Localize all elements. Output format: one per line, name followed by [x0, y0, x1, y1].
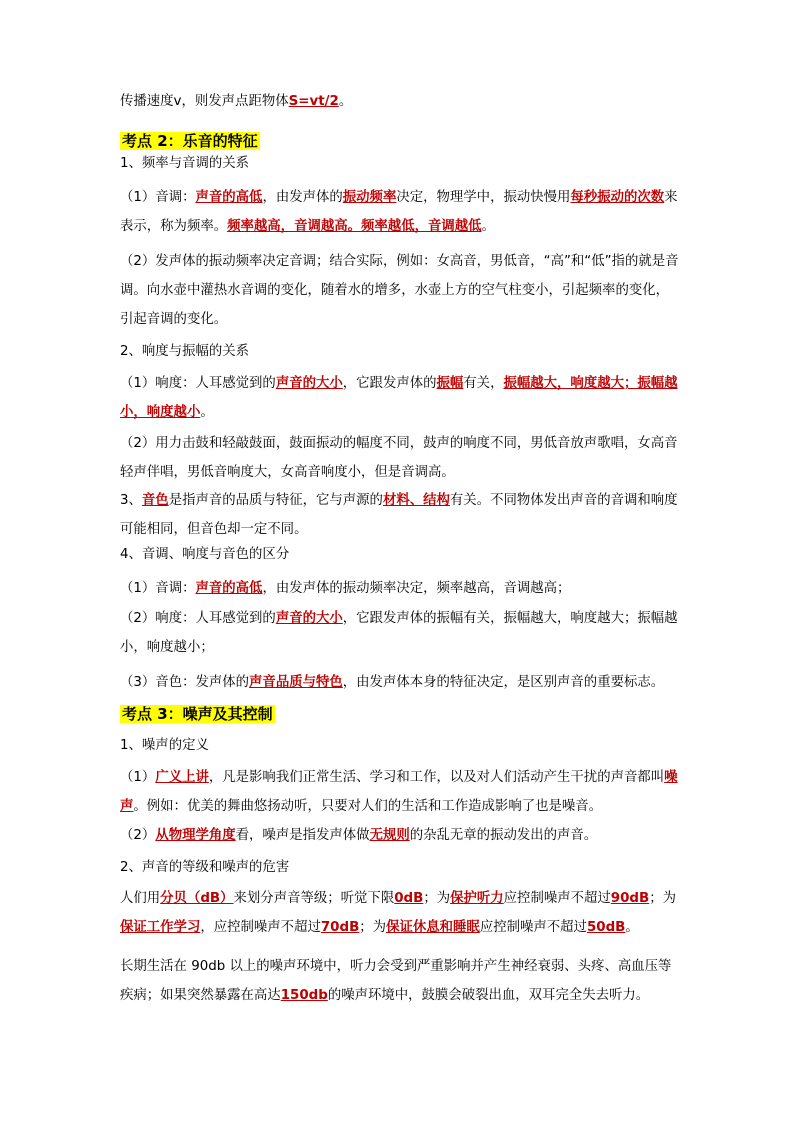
body-text: （2）响度：人耳感觉到的	[120, 611, 276, 626]
body-text: （1）音调：	[120, 581, 196, 596]
paragraph-pitch-definition	[120, 183, 680, 241]
paragraph-distinction-pitch	[120, 574, 680, 603]
body-text: （2）用力击鼓和轻敲鼓面，鼓面振动的幅度不同，鼓声的响度不同，男低音放声歌唱，女高音轻声伴唱，男低音响度大，女高音响度小，但是音调高。	[120, 436, 678, 480]
body-text: 的杂乱无章的振动发出的声音。	[409, 828, 598, 843]
body-text: 应控制噪声不超过	[503, 891, 611, 906]
body-text: （1）音调：	[120, 190, 196, 205]
emphasis-text: S=vt/2	[288, 94, 339, 109]
emphasis-text: 保证休息和睡眠	[386, 920, 480, 935]
emphasis-text: 150db	[280, 988, 328, 1003]
emphasis-text: 70dB	[320, 920, 360, 935]
body-text: 人们用	[120, 891, 161, 906]
emphasis-text: 振动频率	[342, 190, 397, 205]
subheading-loudness-amplitude	[120, 341, 680, 363]
body-text: ，由发声体的	[262, 190, 343, 205]
body-text: ，凡是影响我们正常生活、学习和工作，以及对人们活动产生干扰的声音都叫	[208, 770, 665, 785]
paragraph-pitch-examples	[120, 247, 680, 334]
emphasis-text: 90dB	[610, 891, 650, 906]
emphasis-text: 音色	[141, 493, 169, 508]
body-text: 来表示，称为频率。	[120, 190, 678, 234]
emphasis-text: 频率越高，音调越高。频率越低，音调越低	[227, 219, 482, 234]
body-text: 有关，	[463, 376, 504, 391]
emphasis-text: 保护听力	[450, 891, 504, 906]
body-text: （3）音色：发声体的	[120, 675, 250, 690]
body-text: ，由发声体的振动频率决定，频率越高，音调越高；	[262, 581, 571, 596]
emphasis-text: 声音的高低	[195, 190, 263, 205]
body-text: 有关。不同物体发出声音的音调和响度可能相同，但音色却一定不同。	[120, 493, 678, 537]
emphasis-text: 保证工作学习	[120, 920, 201, 935]
body-text: 传播速度v，则发声点距物体	[120, 94, 289, 109]
emphasis-text: 声音的大小	[275, 611, 343, 626]
body-text: 。	[338, 94, 353, 109]
paragraph-timbre	[120, 486, 680, 544]
emphasis-text: 0dB	[394, 891, 424, 906]
body-text: 应控制噪声不超过	[479, 920, 587, 935]
body-text: 3、	[120, 493, 142, 508]
body-text: 。	[481, 219, 495, 234]
body-text: ；为	[649, 891, 677, 906]
body-text: ；为	[423, 891, 451, 906]
subheading-sound-levels	[120, 857, 680, 879]
emphasis-text: 声音的高低	[195, 581, 263, 596]
body-text: 的噪声环境中，鼓膜会破裂出血，双耳完全失去听力。	[327, 988, 650, 1003]
body-text: 长期生活在 90db 以上的噪声环境中，听力会受到严重影响并产生神经衰弱、头疼、高血压等疾病；如果突然暴露在高达	[120, 959, 672, 1003]
body-text: 。	[200, 405, 214, 420]
body-text: ，由发声体本身的特征决定，是区别声音的重要标志。	[342, 675, 665, 690]
subheading-distinction	[120, 544, 680, 566]
subheading-frequency-pitch	[120, 153, 680, 175]
paragraph-noise-physics	[120, 821, 680, 850]
body-text: ，应控制噪声不超过	[200, 920, 321, 935]
body-text: ；为	[359, 920, 387, 935]
body-text: （2）发声体的振动频率决定音调；结合实际，例如：女高音，男低音，“高”和“低”指的就是音调。向水壶中灌热水音调的变化，随着水的增多，水壶上方的空气柱变小，引起频率的变化，引起音调的变化。	[120, 254, 679, 327]
paragraph-propagation	[120, 91, 680, 113]
subheading-noise-definition	[120, 735, 680, 757]
body-text: 。例如：优美的舞曲悠扬动听，只要对人们的生活和工作造成影响了也是噪音。	[133, 799, 603, 814]
section-heading-2	[120, 131, 260, 151]
body-text: （1）响度：人耳感觉到的	[120, 376, 276, 391]
paragraph-distinction-loudness	[120, 604, 680, 662]
body-text: （2）	[120, 828, 156, 843]
paragraph-noise-hazards	[120, 952, 680, 1010]
body-text: 是指声音的品质与特征，它与声源的	[168, 493, 383, 508]
emphasis-text: 声音的大小	[275, 376, 343, 391]
emphasis-text: 广义上讲	[155, 770, 209, 785]
body-text: 2、响度与振幅的关系	[120, 344, 250, 359]
body-text: 1、频率与音调的关系	[120, 156, 250, 171]
body-text: 看，噪声是指发声体做	[235, 828, 370, 843]
emphasis-text: 材料、结构	[382, 493, 450, 508]
heading-highlight	[120, 705, 275, 723]
paragraph-loudness-definition	[120, 369, 680, 427]
body-text: ，它跟发声体的	[342, 376, 437, 391]
body-text: 4、音调、响度与音色的区分	[120, 547, 290, 562]
body-text: ，它跟发声体的振幅有关，振幅越大，响度越大；振幅越小，响度越小；	[120, 611, 678, 655]
body-text: （1）	[120, 770, 156, 785]
body-text: 决定，物理学中，振动快慢用	[396, 190, 571, 205]
emphasis-text: 分贝（dB）	[160, 891, 234, 906]
body-text: 考点 3：噪声及其控制	[122, 705, 273, 723]
body-text: 考点 2：乐音的特征	[122, 132, 258, 150]
emphasis-text: 无规则	[369, 828, 410, 843]
section-heading-3	[120, 704, 275, 724]
paragraph-sound-levels	[120, 884, 680, 942]
emphasis-text: 从物理学角度	[155, 828, 236, 843]
emphasis-text: 振幅	[436, 376, 464, 391]
emphasis-text: 50dB	[586, 920, 626, 935]
body-text: 。	[625, 920, 639, 935]
emphasis-text: 噪声	[120, 770, 678, 814]
paragraph-noise-broad	[120, 763, 680, 821]
emphasis-text: 声音品质与特色	[249, 675, 343, 690]
emphasis-text: 每秒振动的次数	[570, 190, 665, 205]
heading-highlight	[120, 132, 260, 150]
paragraph-loudness-examples	[120, 429, 680, 487]
paragraph-distinction-timbre	[120, 668, 680, 697]
body-text: 2、声音的等级和噪声的危害	[120, 860, 290, 875]
emphasis-text: 振幅越大，响度越大；振幅越小，响度越小	[120, 376, 678, 420]
body-text: 1、噪声的定义	[120, 738, 209, 753]
body-text: 来划分声音等级；听觉下限	[233, 891, 395, 906]
